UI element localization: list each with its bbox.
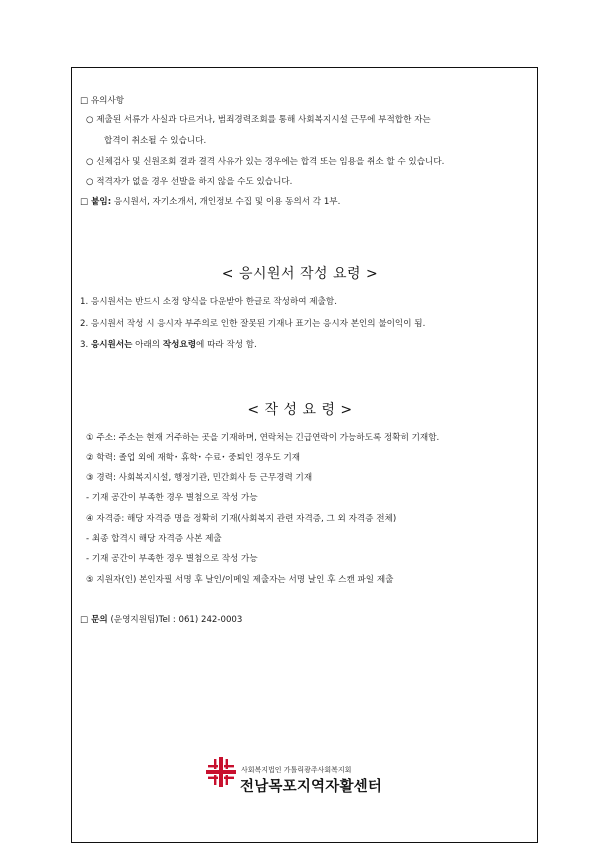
guide-item-3-suffix: 에 따라 작성 함. xyxy=(196,340,257,350)
guide-item-3 xyxy=(80,339,257,351)
contact-text: (운영지원팀)Tel : 061) 242-0003 xyxy=(107,615,243,625)
attachment-text: 응시원서, 자기소개서, 개인정보 수집 및 이용 동의서 각 1부. xyxy=(111,197,341,207)
attachment-line xyxy=(80,196,340,208)
method-line-7: - 기재 공간이 부족한 경우 별첨으로 작성 가능 xyxy=(86,554,258,564)
notice-item-1-line-2: 합격이 취소될 수 있습니다. xyxy=(104,136,207,146)
notice-item-2: ○ 신체검사 및 신원조회 결과 결격 사유가 있는 경우에는 합격 또는 임용을 취소 할 수 있습니다. xyxy=(86,157,445,167)
method-line-5: ④ 자격증: 해당 자격증 명을 정확히 기재(사회복지 관련 자격증, 그 외 자격증 전체) xyxy=(86,514,397,524)
guide-item-3-prefix: 3. xyxy=(80,340,91,350)
guide-item-3-mid: 아래의 xyxy=(132,340,163,350)
attachment-label: □ 붙임: xyxy=(80,197,112,207)
contact-label: □ 문의 xyxy=(80,615,108,625)
guide-title: < 응시원서 작성 요령 > xyxy=(221,266,379,282)
contact-line xyxy=(80,614,242,626)
notice-header: □ 유의사항 xyxy=(80,96,125,106)
organization-name: 전남목포지역자활센터 xyxy=(240,779,383,795)
notice-item-1-line-1: ○ 제출된 서류가 사실과 다르거나, 범죄경력조회를 통해 사회복지시설 근무에 부적합한 자는 xyxy=(86,115,431,125)
method-line-4: - 기재 공간이 부족한 경우 별첨으로 작성 가능 xyxy=(86,493,258,503)
guide-item-3-bold-2: 작성요령 xyxy=(162,340,197,350)
method-line-1: ① 주소: 주소는 현재 거주하는 곳을 기재하며, 연락처는 긴급연락이 가능하도록 정확히 기재함. xyxy=(86,433,440,443)
method-line-6: - 최종 합격시 해당 자격증 사본 제출 xyxy=(86,534,222,544)
method-line-2: ② 학력: 졸업 외에 재학･ 휴학･ 수료･ 중퇴인 경우도 기재 xyxy=(86,453,301,463)
guide-item-2: 2. 응시원서 작성 시 응시자 부주의로 인한 잘못된 기재나 표기는 응시자 본인의 불이익이 됨. xyxy=(80,319,426,329)
notice-item-3: ○ 적격자가 없을 경우 선발을 하지 않을 수도 있습니다. xyxy=(86,177,293,187)
guide-item-3-bold-1: 응시원서는 xyxy=(90,340,133,350)
organization-subtitle: 사회복지법인 가톨릭광주사회복지회 xyxy=(241,766,352,774)
organization-logo-icon xyxy=(205,756,237,788)
guide-item-1: 1. 응시원서는 반드시 소정 양식을 다운받아 한글로 작성하여 제출함. xyxy=(80,297,337,307)
method-title: < 작 성 요 령 > xyxy=(247,402,353,418)
method-line-3: ③ 경력: 사회복지시설, 행정기관, 민간회사 등 근무경력 기재 xyxy=(86,473,313,483)
method-line-8: ⑤ 지원자(인) 본인자필 서명 후 날인/이메일 제출자는 서명 날인 후 스캔 파일 제출 xyxy=(86,575,394,585)
